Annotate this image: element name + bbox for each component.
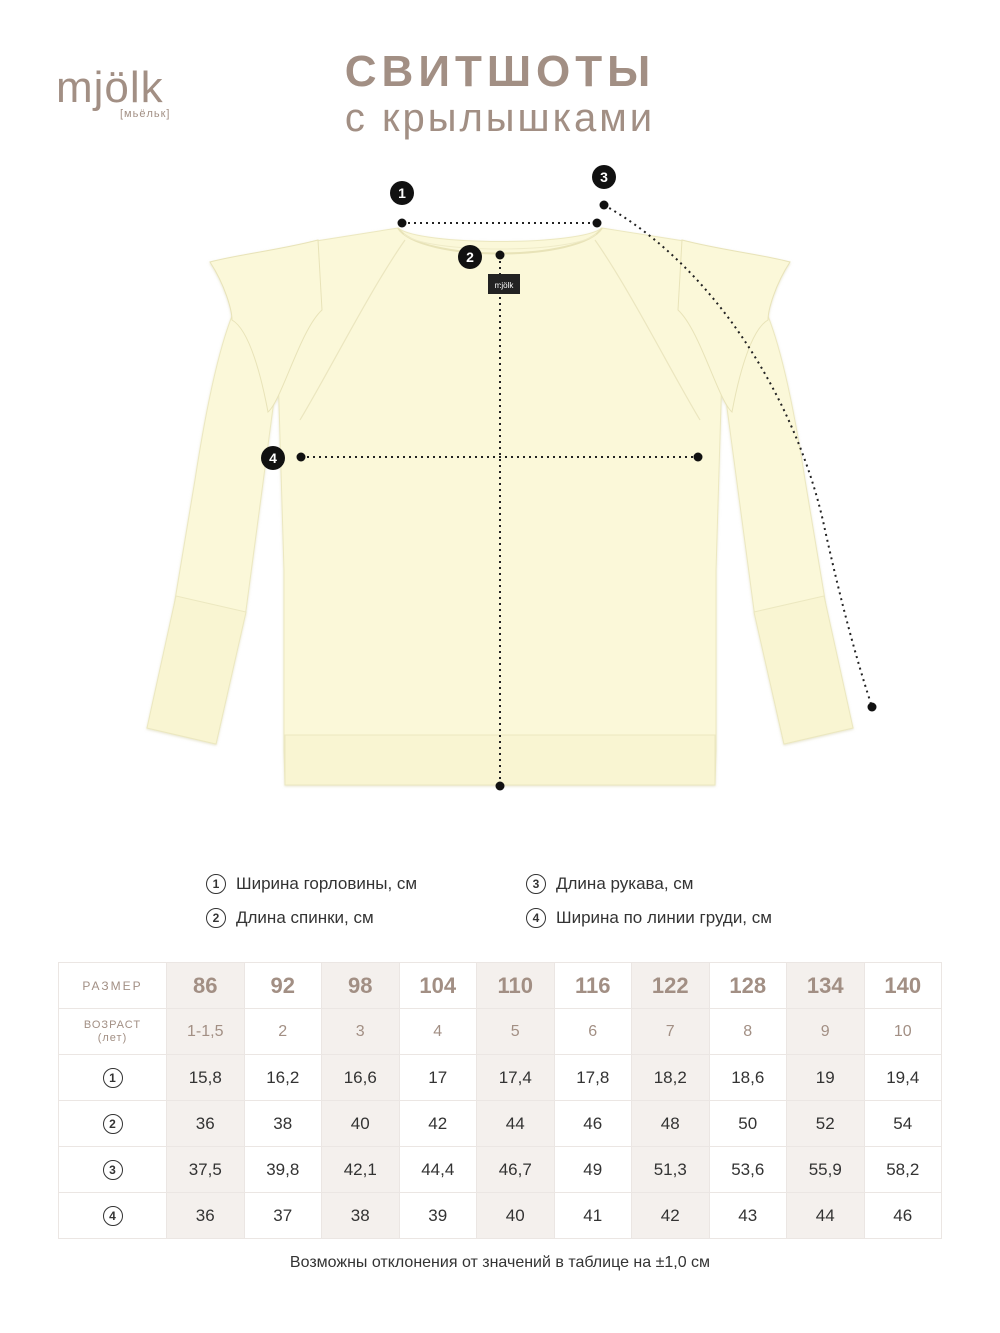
value-cell: 19 (787, 1055, 865, 1101)
legend-text: Ширина горловины, см (236, 874, 418, 893)
legend-item-neck-width (206, 874, 417, 894)
title-sub: с крылышками (344, 96, 656, 140)
logo-wordmark: mjölk (56, 63, 164, 112)
logo-transliteration: [мьёльк] (120, 108, 171, 120)
size-cell: 104 (399, 963, 477, 1009)
size-cell: 128 (709, 963, 787, 1009)
row-marker: 4 (59, 1193, 167, 1239)
row-marker: 2 (59, 1101, 167, 1147)
size-cell: 98 (322, 963, 400, 1009)
svg-text:4: 4 (269, 450, 277, 466)
marker-4 (261, 446, 285, 470)
value-cell: 38 (322, 1193, 400, 1239)
age-cell: 1-1,5 (167, 1009, 245, 1055)
age-cell: 6 (554, 1009, 632, 1055)
value-cell: 37 (244, 1193, 322, 1239)
value-cell: 49 (554, 1147, 632, 1193)
legend-number: 2 (206, 908, 226, 928)
tolerance-note: Возможны отклонения от значений в таблице на ±1,0 см (289, 1254, 711, 1271)
legend-text: Длина спинки, см (236, 908, 374, 927)
value-cell: 48 (632, 1101, 710, 1147)
age-row (59, 1009, 942, 1055)
age-unit: (лет) (97, 1031, 128, 1044)
value-cell: 37,5 (167, 1147, 245, 1193)
measurement-legend (0, 872, 1000, 942)
value-cell: 52 (787, 1101, 865, 1147)
value-cell: 39,8 (244, 1147, 322, 1193)
marker-3 (592, 165, 616, 189)
size-cell: 134 (787, 963, 865, 1009)
legend-text: Длина рукава, см (556, 874, 694, 893)
age-cell: 3 (322, 1009, 400, 1055)
age-label: ВОЗРАСТ (83, 1018, 142, 1031)
value-cell: 40 (477, 1193, 555, 1239)
value-cell: 50 (709, 1101, 787, 1147)
value-cell: 53,6 (709, 1147, 787, 1193)
size-table (58, 962, 942, 1239)
legend-item-sleeve-length (526, 874, 693, 894)
value-cell: 44,4 (399, 1147, 477, 1193)
size-cell: 110 (477, 963, 555, 1009)
value-cell: 51,3 (632, 1147, 710, 1193)
marker-1 (390, 181, 414, 205)
garment-label-text: mjölk (494, 281, 514, 290)
value-cell: 15,8 (167, 1055, 245, 1101)
value-cell: 43 (709, 1193, 787, 1239)
age-cell: 9 (787, 1009, 865, 1055)
value-cell: 38 (244, 1101, 322, 1147)
legend-number: 3 (526, 874, 546, 894)
measure-row-4 (59, 1193, 942, 1239)
value-cell: 18,6 (709, 1055, 787, 1101)
svg-text:3: 3 (600, 169, 608, 185)
measure-row-2 (59, 1101, 942, 1147)
svg-text:1: 1 (398, 185, 406, 201)
value-cell: 19,4 (864, 1055, 942, 1101)
title-main: СВИТШОТЫ (344, 47, 656, 96)
value-cell: 44 (477, 1101, 555, 1147)
size-cell: 140 (864, 963, 942, 1009)
value-cell: 46 (554, 1101, 632, 1147)
value-cell: 46 (864, 1193, 942, 1239)
value-cell: 17,4 (477, 1055, 555, 1101)
size-cell: 122 (632, 963, 710, 1009)
age-cell: 7 (632, 1009, 710, 1055)
age-row-label (59, 1009, 167, 1055)
value-cell: 17,8 (554, 1055, 632, 1101)
row-marker: 3 (59, 1147, 167, 1193)
age-cell: 2 (244, 1009, 322, 1055)
age-cell: 5 (477, 1009, 555, 1055)
size-cell: 92 (244, 963, 322, 1009)
measure-row-3 (59, 1147, 942, 1193)
marker-2 (458, 245, 482, 269)
size-cell: 116 (554, 963, 632, 1009)
value-cell: 42,1 (322, 1147, 400, 1193)
value-cell: 39 (399, 1193, 477, 1239)
legend-item-back-length (206, 908, 374, 928)
age-cell: 4 (399, 1009, 477, 1055)
age-cell: 10 (864, 1009, 942, 1055)
value-cell: 40 (322, 1101, 400, 1147)
garment-diagram (0, 150, 1000, 830)
value-cell: 55,9 (787, 1147, 865, 1193)
value-cell: 46,7 (477, 1147, 555, 1193)
sweatshirt-shape (147, 228, 853, 785)
legend-number: 1 (206, 874, 226, 894)
value-cell: 44 (787, 1193, 865, 1239)
legend-number: 4 (526, 908, 546, 928)
value-cell: 16,6 (322, 1055, 400, 1101)
value-cell: 17 (399, 1055, 477, 1101)
svg-text:2: 2 (466, 249, 474, 265)
legend-text: Ширина по линии груди, см (556, 908, 772, 927)
value-cell: 54 (864, 1101, 942, 1147)
measure-row-1 (59, 1055, 942, 1101)
size-row-label: РАЗМЕР (59, 963, 167, 1009)
value-cell: 42 (399, 1101, 477, 1147)
row-marker: 1 (59, 1055, 167, 1101)
value-cell: 18,2 (632, 1055, 710, 1101)
page-title (0, 48, 1000, 140)
value-cell: 41 (554, 1193, 632, 1239)
value-cell: 16,2 (244, 1055, 322, 1101)
size-row (59, 963, 942, 1009)
garment-label (488, 274, 520, 294)
value-cell: 58,2 (864, 1147, 942, 1193)
size-cell: 86 (167, 963, 245, 1009)
value-cell: 36 (167, 1101, 245, 1147)
legend-item-chest-width (526, 908, 772, 928)
value-cell: 36 (167, 1193, 245, 1239)
age-cell: 8 (709, 1009, 787, 1055)
value-cell: 42 (632, 1193, 710, 1239)
